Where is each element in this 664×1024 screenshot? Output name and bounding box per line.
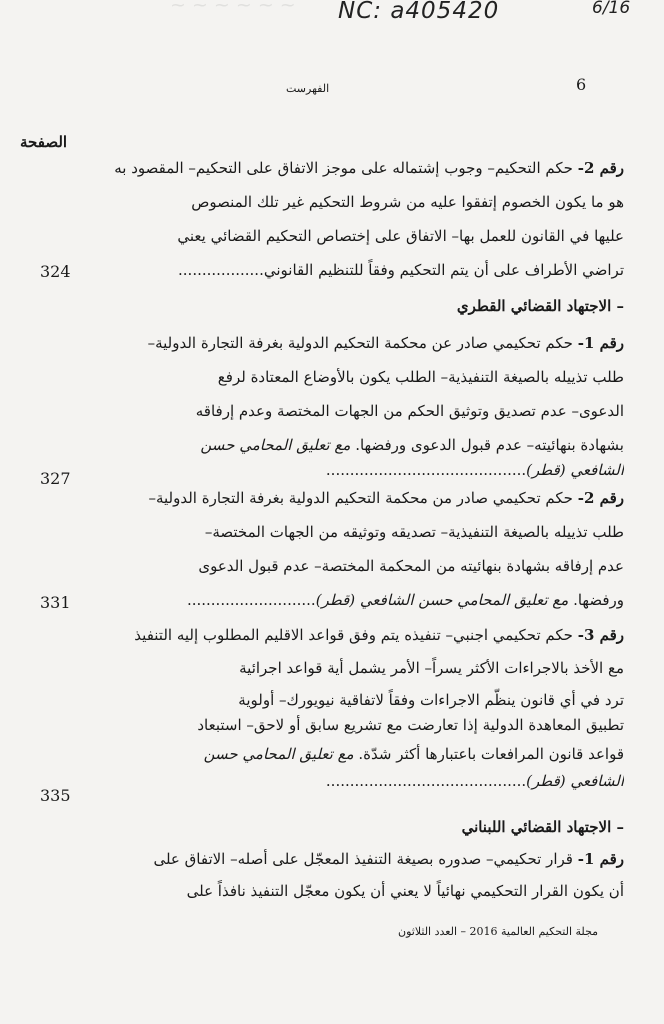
- faint-stamp-bleed: ~ ~ ~ ~ ~ ~: [170, 0, 296, 16]
- index-entry-line: الدعوى– عدم تصديق وتوثيق الحكم من الجهات المختصة وعدم إرفاقه: [195, 402, 624, 420]
- section-heading: – الاجتهاد القضائي اللبناني: [461, 818, 624, 836]
- index-entry-line: الشافعي (قطر)..........................................: [325, 772, 624, 790]
- page-column-heading: الصفحة: [20, 133, 68, 151]
- index-entry-line: عدم إرفاقه بشهادة بنهائيته من المحكمة المختصة– عدم قبول الدعوى: [198, 557, 624, 575]
- index-entry-line: رقم 1- حكم تحكيمي صادر عن محكمة التحكيم الدولية بغرفة التجارة الدولية–: [147, 334, 624, 352]
- index-page-ref: 335: [40, 786, 71, 805]
- index-entry-line: طلب تذييله بالصيغة التنفيذية– الطلب يكون بالأوضاع المعتادة لرفع: [217, 368, 624, 386]
- section-heading: – الاجتهاد القضائي القطري: [456, 297, 624, 315]
- index-entry-line: بشهادة بنهائيته– عدم قبول الدعوى ورفضها. مع تعليق المحامي حسن: [200, 436, 624, 454]
- handwritten-page-count: 6/16: [592, 0, 631, 18]
- index-entry-line: ترد في أي قانون ينظّم الاجراءات وفقاً لاتفاقية نيويورك– أولوية: [238, 691, 624, 709]
- index-page-ref: 327: [40, 469, 71, 488]
- index-page-ref: 331: [40, 593, 71, 612]
- index-entry-line: هو ما يكون الخصوم إتفقوا عليه من شروط التحكيم غير تلك المنصوص: [191, 193, 624, 211]
- index-entry-line: ورفضها. مع تعليق المحامي حسن الشافعي (قطر)...........................: [186, 591, 624, 609]
- index-entry-line: رقم 3- حكم تحكيمي اجنبي– تنفيذه يتم وفق قواعد الاقليم المطلوب إليه التنفيذ: [134, 626, 624, 644]
- index-entry-line: تراضي الأطراف على أن يتم التحكيم وفقاً للتنظيم القانوني..................: [178, 261, 624, 279]
- page-number: 6: [576, 75, 587, 94]
- index-page-ref: 324: [40, 262, 71, 281]
- index-entry-line: مع الأخذ بالاجراءات الأكثر يسراً– الأمر يشمل أية قواعد اجرائية: [239, 659, 624, 677]
- index-entry-line: طلب تذييله بالصيغة التنفيذية– تصديقه وتوثيقه من الجهات المختصة–: [204, 523, 624, 541]
- handwritten-reference: NC: a405420: [338, 0, 500, 24]
- index-entry-line: رقم 2- حكم تحكيمي صادر من محكمة التحكيم الدولية بغرفة التجارة الدولية–: [148, 489, 624, 507]
- index-entry-line: تطبيق المعاهدة الدولية إذا تعارضت مع تشريع سابق أو لاحق– استبعاد: [197, 716, 624, 734]
- index-entry-line: رقم 2- حكم التحكيم– وجوب إشتماله على موجز الاتفاق على التحكيم– المقصود به: [114, 159, 624, 177]
- index-entry-line: الشافعي (قطر)..........................................: [325, 461, 624, 479]
- index-entry-line: أن يكون القرار التحكيمي نهائياً لا يعني أن يكون معجّل التنفيذ نافذاً على: [186, 882, 624, 900]
- running-title: الفهرست: [286, 82, 330, 95]
- journal-footer: مجلة التحكيم العالمية 2016 – العدد الثلاثون: [398, 925, 599, 938]
- index-entry-line: رقم 1- قرار تحكيمي– صدوره بصيغة التنفيذ المعجّل على أصله– الاتفاق على: [153, 850, 624, 868]
- index-entry-line: قواعد قانون المرافعات باعتبارها أكثر شدّة. مع تعليق المحامي حسن: [203, 745, 624, 763]
- index-entry-line: عليها في القانون للعمل بها– الاتفاق على إختصاص التحكيم القضائي يعني: [177, 227, 624, 245]
